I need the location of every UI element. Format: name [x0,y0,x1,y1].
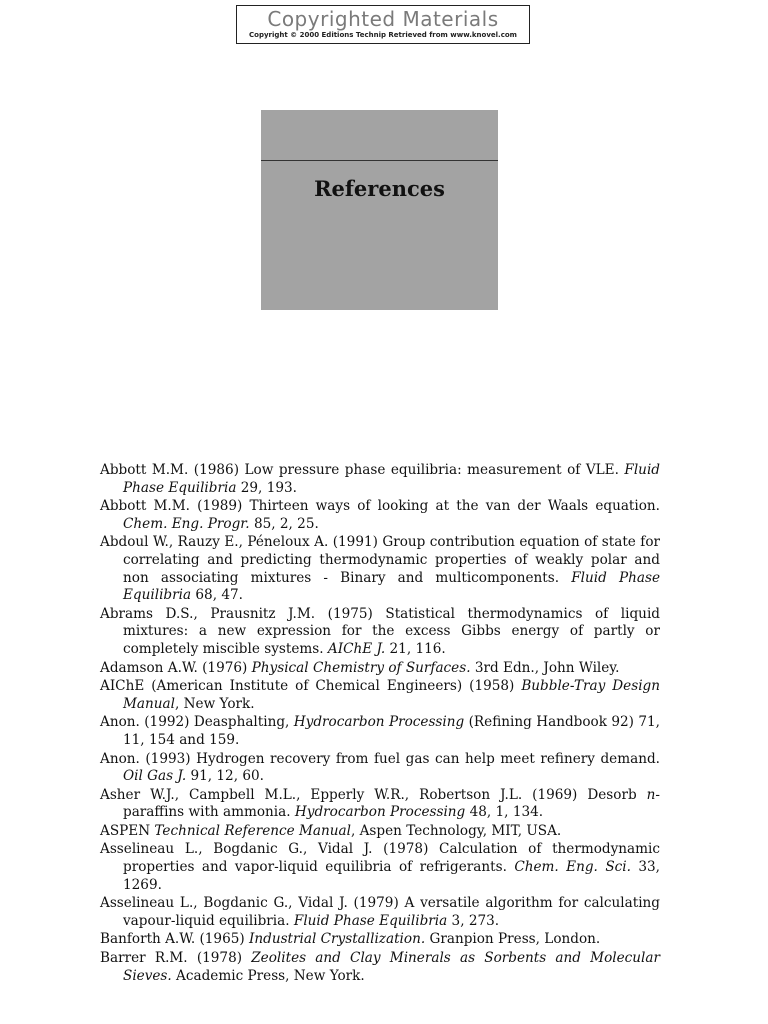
reference-text: Anon. (1993) Hydrogen recovery from fuel gas can help meet refinery demand. [100,750,660,767]
copyright-banner [236,5,530,44]
reference-text: Asselineau L., Bogdanic G., Vidal J. (1979) A versatile algorithm for calculating vapour-liquid equilibria. [100,895,660,929]
reference-entry [100,534,660,604]
banner-title: Copyrighted Materials [267,7,499,31]
reference-text: Asher W.J., Campbell M.L., Epperly W.R., Robertson J.L. (1969) Desorb [100,786,647,803]
reference-entry [100,841,660,894]
reference-text: Academic Press, New York. [171,967,365,984]
reference-italic-text: Oil Gas J. [123,768,187,785]
reference-italic-text: Hydrocarbon Processing [293,714,465,731]
reference-entry [100,895,660,930]
reference-entry [100,787,660,822]
reference-italic-text: Fluid Phase Equilibria [123,462,660,496]
reference-text: 21, 116. [385,640,446,657]
reference-entry [100,714,660,749]
reference-entry [100,823,660,841]
reference-text: Asselineau L., Bogdanic G., Vidal J. (1978) Calculation of thermodynamic properties and vapor-liquid equilibria of refrigerants. [100,841,660,876]
reference-entry [100,498,660,533]
banner-subtitle: Copyright © 2000 Editions Technip Retrieved from www.knovel.com [249,31,517,39]
reference-text: Granpion Press, London. [425,931,601,948]
reference-italic-text: n [646,786,656,803]
reference-italic-text: Bubble-Tray Design Manual [123,678,661,712]
reference-italic-text: Fluid Phase Equilibria [293,912,448,929]
heading-rule [261,160,498,161]
reference-entry [100,678,660,713]
reference-text: , New York. [175,695,255,712]
reference-text: (Refining Handbook 92) 71, 11, 154 and 159. [123,714,660,748]
reference-text: 48, 1, 134. [465,804,544,821]
reference-text: ASPEN [100,822,155,839]
reference-italic-text: Physical Chemistry of Surfaces. [251,659,471,676]
reference-list [100,462,660,986]
reference-text: 33, 1269. [123,859,660,893]
chapter-title: References [314,176,445,201]
reference-text: Abrams D.S., Prausnitz J.M. (1975) Statistical thermodynamics of liquid mixtures: a new expression for the excess Gibbs energy of partly or completely miscible systems. [100,605,660,657]
reference-italic-text: Chem. Eng. Sci. [514,859,631,876]
chapter-heading-box [261,110,498,310]
reference-entry [100,931,660,949]
reference-italic-text: Zeolites and Clay Minerals as Sorbents and Molecular Sieves. [123,950,660,984]
reference-italic-text: Chem. Eng. Progr. [123,515,250,532]
reference-text: Abbott M.M. (1986) Low pressure phase equilibria: measurement of VLE. [100,462,625,478]
reference-entry [100,751,660,786]
reference-text: -paraffins with ammonia. [123,786,660,821]
reference-text: Abbott M.M. (1989) Thirteen ways of looking at the van der Waals equation. [100,498,660,515]
reference-text: 3, 273. [447,912,500,929]
reference-text: Barrer R.M. (1978) [100,950,252,967]
reference-text: 29, 193. [236,479,297,496]
reference-text: AIChE (American Institute of Chemical Engineers) (1958) [100,678,522,695]
reference-text: 85, 2, 25. [249,515,319,532]
reference-text: Adamson A.W. (1976) [100,659,252,676]
reference-text: Anon. (1992) Deasphalting, [100,714,294,731]
reference-italic-text: AIChE J. [327,640,386,657]
reference-text: 3rd Edn., John Wiley. [470,659,620,676]
reference-italic-text: Technical Reference Manual [154,822,351,839]
reference-italic-text: Industrial Crystallization. [249,931,426,948]
reference-italic-text: Fluid Phase Equilibria [123,569,660,604]
reference-text: 68, 47. [191,587,243,604]
reference-italic-text: Hydrocarbon Processing [294,804,466,821]
reference-text: , Aspen Technology, MIT, USA. [350,822,562,839]
reference-entry [100,606,660,659]
reference-entry [100,660,660,678]
reference-entry [100,950,660,985]
reference-text: Banforth A.W. (1965) [100,931,249,948]
reference-text: Abdoul W., Rauzy E., Péneloux A. (1991) Group contribution equation of state for correlating and predicting thermodynamic properties of weakly polar and non associating mixtures - Binary and multicomponents. [100,534,660,586]
reference-text: 91, 12, 60. [186,768,264,785]
reference-entry [100,462,660,497]
